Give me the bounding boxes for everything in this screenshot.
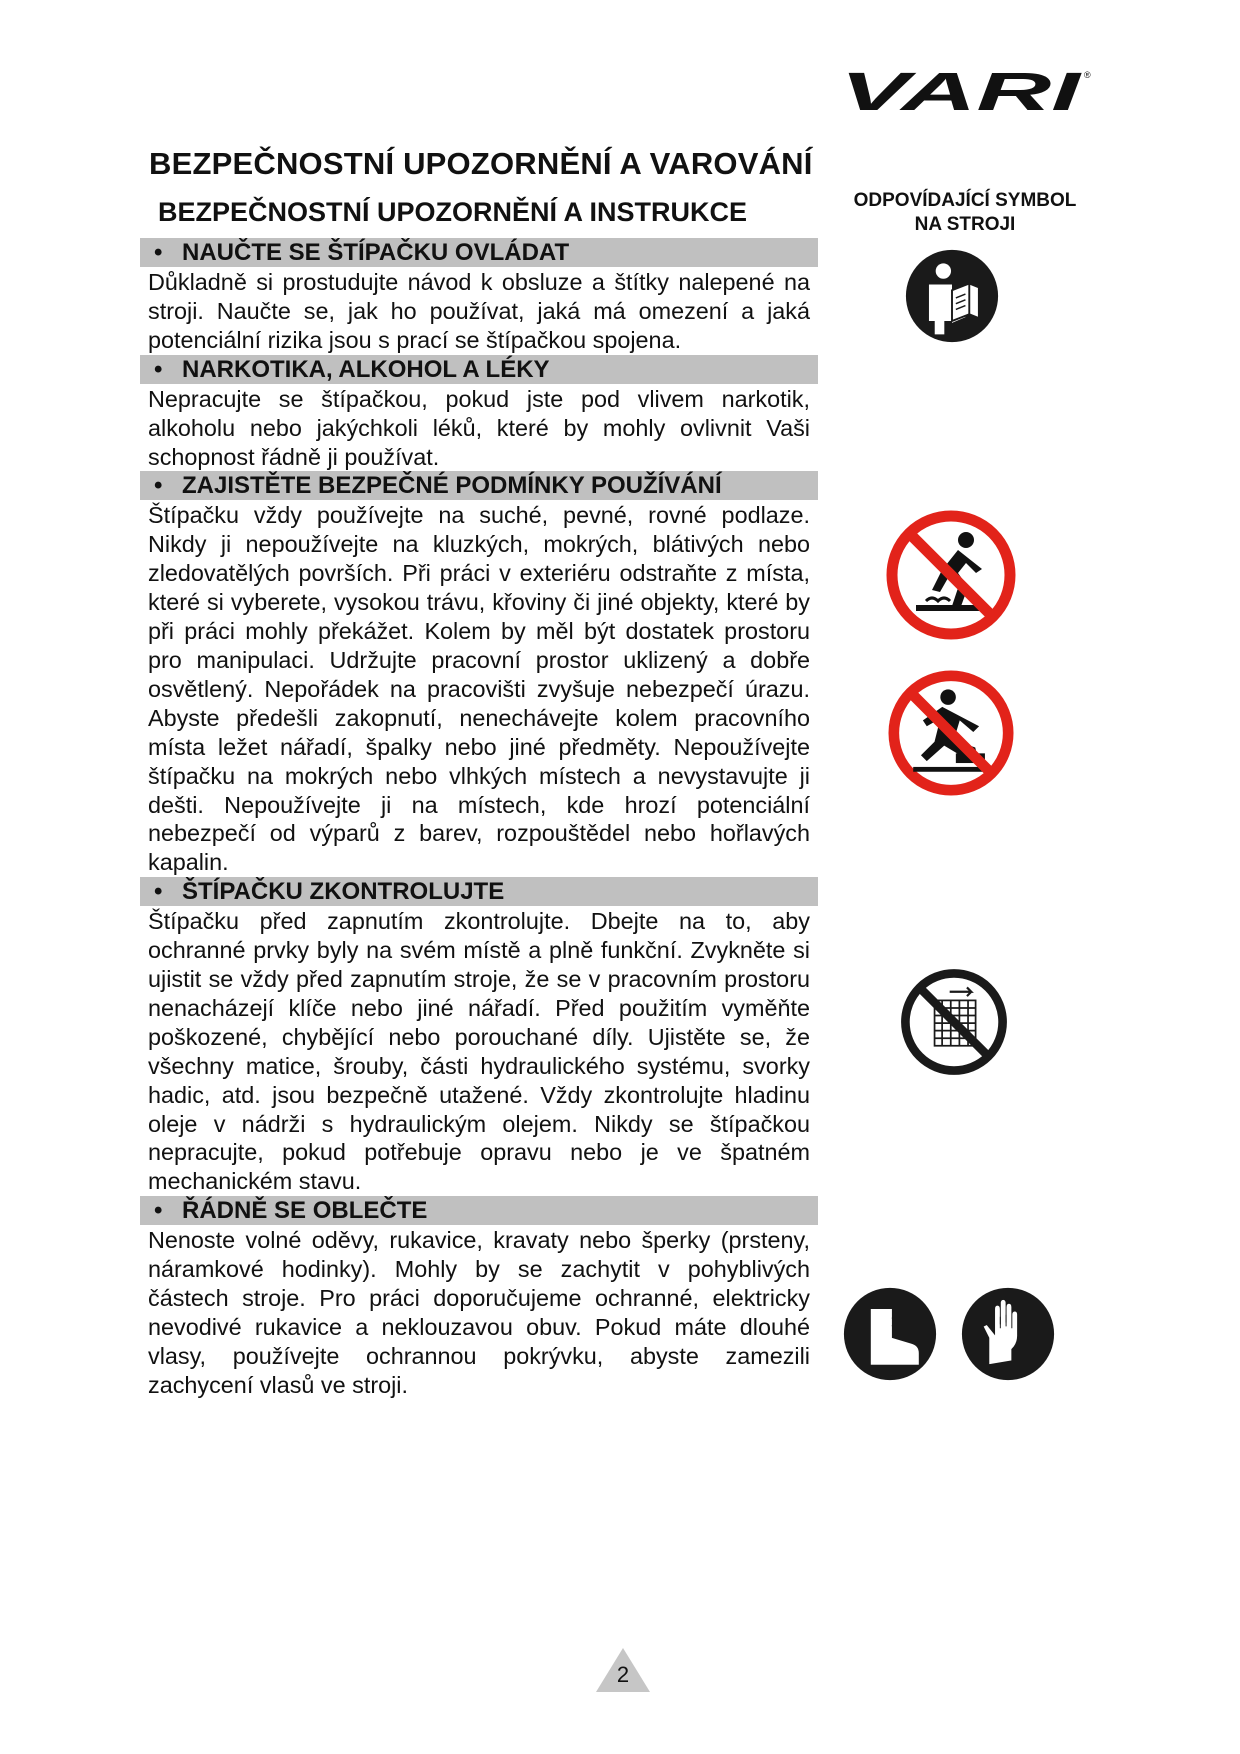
- safety-boots-icon: [842, 1286, 938, 1382]
- page-number-badge: [594, 1646, 652, 1694]
- bullet: •: [154, 239, 163, 266]
- no-tripping-icon: [888, 670, 1014, 796]
- no-removing-guard-icon: [900, 968, 1008, 1076]
- bullet: •: [154, 472, 163, 500]
- section-body: Nenoste volné oděvy, rukavice, kravaty nebo šperky (prsteny, náramkové hodinky). Mohly by se zachytit v pohyblivých částech stroje. Pro práci doporučujeme ochranné, elektricky nevodivé rukavice a neklouzavou obuv. Pokud máte dlouhé vlasy, používejte ochrannou pokrývku, abyste zamezili zachycení vlasů ve stroji.: [148, 1227, 810, 1398]
- section-body: Důkladně si prostudujte návod k obsluze a štítky nalepené na stroji. Naučte se, jak ho používat, jaká má omezení a jaká potenciální rizika jsou s prací se štípačkou spojena.: [148, 269, 810, 353]
- bullet: •: [154, 1197, 163, 1225]
- section-inspect-splitter: [140, 877, 818, 1196]
- read-manual-icon: [904, 248, 1000, 344]
- section-drugs-alcohol: [140, 355, 818, 472]
- no-slippery-surface-icon: [886, 510, 1016, 640]
- section-heading-text: ŘÁDNĚ SE OBLEČTE: [182, 1197, 428, 1225]
- symbol-column-header-line1: ODPOVÍDAJÍCÍ SYMBOL: [853, 190, 1077, 211]
- vari-logo: [840, 66, 1100, 118]
- symbol-column-header: [820, 189, 1110, 237]
- section-safe-conditions: [140, 471, 818, 877]
- section-heading-text: ŠTÍPAČKU ZKONTROLUJTE: [182, 878, 505, 906]
- symbol-column-header-line2: NA STROJI: [914, 214, 1016, 235]
- section-heading-text: NARKOTIKA, ALKOHOL A LÉKY: [182, 355, 550, 383]
- section-body: Štípačku před zapnutím zkontrolujte. Dbejte na to, aby ochranné prvky byly na svém místě a plně funkční. Zvykněte si ujistit se vždy před zapnutím stroje, že se v pracovním prostoru nenacházejí klíče nebo jiné nářadí. Před použitím vyměňte poškozené, chybějící nebo porouchané díly. Ujistěte se, že všechny matice, šrouby, části hydraulického systému, svorky hadic, atd. jsou bezpečně utažené. Vždy zkontrolujte hladinu oleje v nádrži s hydraulickým olejem. Nikdy se štípačkou nepracujte, pokud potřebuje opravu nebo je ve špatném mechanickém stavu.: [148, 908, 810, 1195]
- safety-gloves-icon: [960, 1286, 1056, 1382]
- section-body: Nepracujte se štípačkou, pokud jste pod vlivem narkotik, alkoholu nebo jakýchkoli léků, které by mohly ovlivnit Vaši schopnost řádně ji používat.: [148, 385, 810, 470]
- section-dress-properly: [140, 1196, 818, 1399]
- registered-mark: ®: [1084, 70, 1091, 80]
- vari-logo-text: VARI: [840, 66, 1082, 118]
- section-body: Štípačku vždy používejte na suché, pevné, rovné podlaze. Nikdy ji nepoužívejte na kluzkých, mokrých, blátivých nebo zledovatělých površích. Při práci v exteriéru odstraňte z místa, které si vyberete, vysokou trávu, křoviny či jiné objekty, které by při práci mohly překážet. Kolem by měl být dostatek prostoru pro manipulaci. Udržujte pracovní prostor uklizený a dobře osvětlený. Nepořádek na pracovišti zvyšuje nebezpečí úrazu. Abyste předešli zakopnutí, nenechávejte kolem pracovního místa ležet nářadí, špalky nebo jiné předměty. Nepoužívejte štípačku na mokrých nebo vlhkých místech a nevystavujte ji dešti. Nepoužívejte ji na místech, kde hrozí potenciální nebezpečí od výparů z barev, rozpouštědel nebo hořlavých kapalin.: [148, 502, 810, 876]
- instructions-column: [140, 238, 818, 1400]
- section-learn-operation: [140, 238, 818, 355]
- section-heading: [140, 238, 818, 267]
- section-heading-text: NAUČTE SE ŠTÍPAČKU OVLÁDAT: [182, 239, 570, 266]
- section-heading: [140, 355, 818, 384]
- page-number: 2: [616, 1662, 630, 1687]
- bullet: •: [154, 878, 163, 906]
- page-title: BEZPEČNOSTNÍ UPOZORNĚNÍ A VAROVÁNÍ: [149, 146, 813, 181]
- section-heading: [140, 471, 818, 500]
- bullet: •: [154, 355, 163, 383]
- page-subtitle: BEZPEČNOSTNÍ UPOZORNĚNÍ A INSTRUKCE: [158, 197, 748, 227]
- section-heading-text: ZAJISTĚTE BEZPEČNÉ PODMÍNKY POUŽÍVÁNÍ: [182, 472, 722, 500]
- section-heading: [140, 1196, 818, 1225]
- section-heading: [140, 877, 818, 906]
